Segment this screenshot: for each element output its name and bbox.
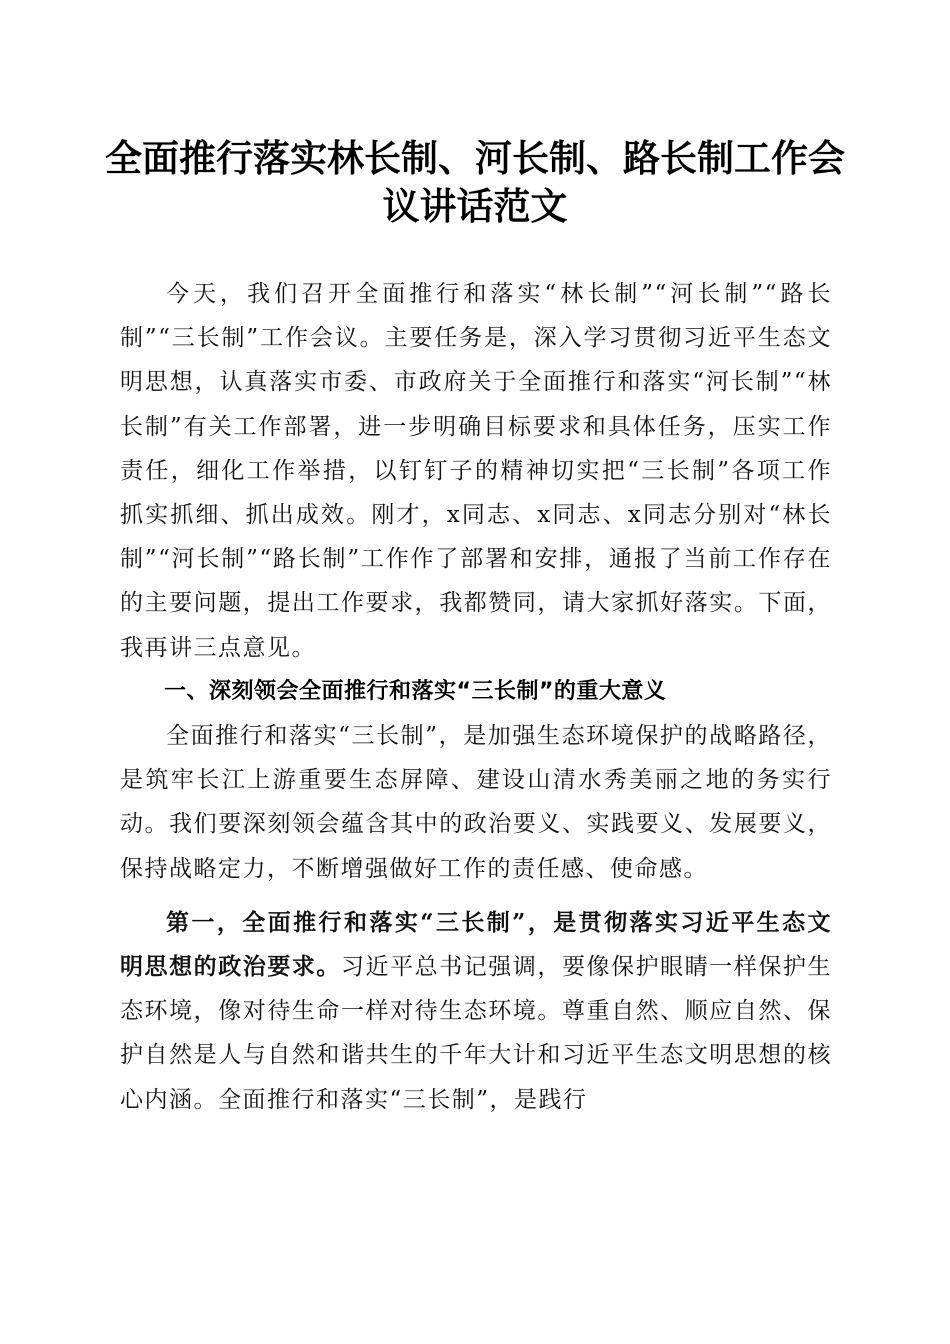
section-1-heading: 一、深刻领会全面推行和落实“三长制”的重大意义 (164, 678, 667, 704)
document-body (120, 272, 832, 1122)
point-1-text: 习近平总书记强调，要像保护眼睛一样保护生态环境，像对待生命一样对待生态环境。尊重自然、顺应自然、保护自然是人与自然和谐共生的千年大计和习近平生态文明思想的核心内涵。全面推行和落实“三长制”，是践行 (120, 954, 833, 1113)
title-line-2: 议讲话范文 (382, 184, 568, 228)
point-1-lead: 第一，全面推行和落实“三长制”，是贯彻落实习近平生态文明思想的政治要求。 (120, 908, 832, 981)
document-title (100, 134, 850, 230)
section-1-paragraph: 全面推行和落实“三长制”，是加强生态环境保护的战略路径，是筑牢长江上游重要生态屏障、建设山清水秀美丽之地的务实行动。我们要深刻领会蕴含其中的政治要义、实践要义、发展要义，保持战略定力，不断增强做好工作的责任感、使命感。 (120, 723, 832, 882)
point-1-paragraph (120, 901, 832, 1122)
title-line-1: 全面推行落实林长制、河长制、路长制工作会 (105, 136, 845, 180)
intro-paragraph: 今天，我们召开全面推行和落实“林长制”“河长制”“路长制”“三长制”工作会议。主要任务是，深入学习贯彻习近平生态文明思想，认真落实市委、市政府关于全面推行和落实“河长制”“林长制”有关工作部署，进一步明确目标要求和具体任务，压实工作责任，细化工作举措，以钉钉子的精神切实把“三长制”各项工作抓实抓细、抓出成效。刚才，x同志、x同志、x同志分别对“林长制”“河长制”“路长制”工作作了部署和安排，通报了当前工作存在的主要问题，提出工作要求，我都赞同，请大家抓好落实。下面，我再讲三点意见。 (120, 281, 832, 661)
